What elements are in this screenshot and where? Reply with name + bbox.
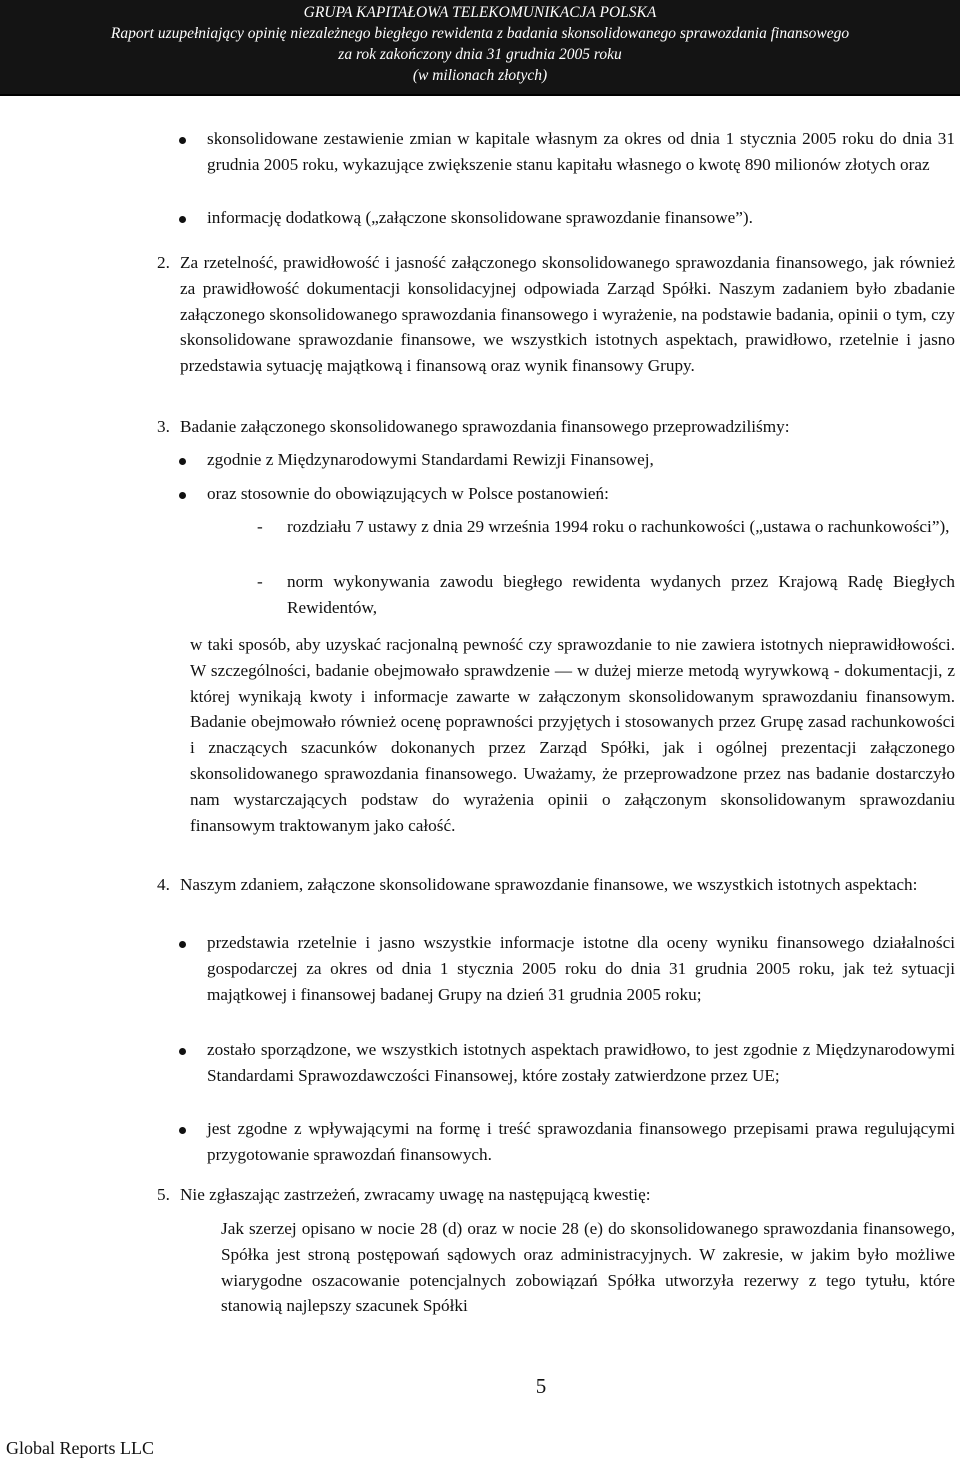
- list-item-fair-presentation: przedstawia rzetelnie i jasno wszystkie informacje istotne dla oceny wyniku finansowego działalności gospodarczej za okres od dnia 1 stycznia 2005 roku do dnia 31 grudnia 2005 roku, jak też sytuacji majątkowej i finansowej badanej Grupy na dzień 31 grudnia 2005 roku;: [207, 933, 955, 1004]
- header-period: za rok zakończony dnia 31 grudnia 2005 roku: [338, 46, 622, 63]
- bullet-icon: [179, 1127, 186, 1134]
- list-item-ifrs-compliance: zostało sporządzone, we wszystkich istotnych aspektach prawidłowo, to jest zgodnie z Międzynarodowymi Standardami Sprawozdawczości Finansowej, które zostały zatwierdzone przez UE;: [207, 1040, 955, 1085]
- list-item-polish-regulations: oraz stosownie do obowiązujących w Polsce postanowień:: [207, 484, 609, 503]
- footer-source: Global Reports LLC: [6, 1438, 154, 1458]
- header-company: GRUPA KAPITAŁOWA TELEKOMUNIKACJA POLSKA: [303, 4, 657, 21]
- section-number-2: 2.: [157, 253, 170, 272]
- bullet-icon: [179, 458, 186, 465]
- bullet-icon: [179, 137, 186, 144]
- list-item-legal-compliance: jest zgodne z wpływającymi na formę i treść sprawozdania finansowego przepisami prawa regulującymi przygotowanie sprawozdań finansowych.: [207, 1119, 955, 1164]
- section-2-text: [180, 250, 955, 379]
- header-units: (w milionach złotych): [412, 67, 548, 84]
- list-item-auditor-standards: norm wykonywania zawodu biegłego rewidenta wydanych przez Krajową Radę Biegłych Rewidentów,: [287, 572, 955, 617]
- section-number-3: 3.: [157, 417, 170, 436]
- list-item-equity-statement: skonsolidowane zestawienie zmian w kapitale własnym za okres od dnia 1 stycznia 2005 roku do dnia 31 grudnia 2005 roku, wykazujące zwiększenie stanu kapitału własnego o kwotę 890 milionów złotych oraz: [207, 129, 955, 174]
- section-5-paragraph: Jak szerzej opisano w nocie 28 (d) oraz w nocie 28 (e) do skonsolidowanego sprawozdania finansowego, Spółka jest stroną postępowań sądowych oraz administracyjnych. W zakresie, w jakim było możliwe wiarygodne oszacowanie potencjalnych zobowiązań Spółka utworzyła rezerwy z tego tytułu, które stanowią najlepszy szacunek Spółki: [221, 1219, 955, 1316]
- list-item-notes: informację dodatkową („załączone skonsolidowane sprawozdanie finansowe”).: [207, 208, 753, 227]
- bullet-icon: [179, 941, 186, 948]
- header-rule: [0, 94, 960, 96]
- bullet-icon: [179, 216, 186, 223]
- list-item-isa: zgodnie z Międzynarodowymi Standardami Rewizji Finansowej,: [207, 450, 654, 469]
- list-item-accounting-act: rozdziału 7 ustawy z dnia 29 września 1994 roku o rachunkowości („ustawa o rachunkowości”),: [287, 517, 950, 536]
- section-5-intro: Nie zgłaszając zastrzeżeń, zwracamy uwagę na następującą kwestię:: [180, 1185, 651, 1204]
- bullet-icon: [179, 1048, 186, 1055]
- section-2-paragraph: Za rzetelność, prawidłowość i jasność załączonego skonsolidowanego sprawozdania finansowego, jak również za prawidłowość dokumentacji konsolidacyjnej odpowiada Zarząd Spółki. Naszym zadaniem było zbadanie załączonego skonsolidowanego sprawozdania finansowego i wyrażenie, na podstawie badania, opinii o tym, czy skonsolidowane sprawozdanie finansowe, we wszystkich istotnych aspektach, prawidłowo, rzetelnie i jasno przedstawia sytuację majątkową i finansową oraz wynik finansowy Grupy.: [180, 253, 955, 376]
- section-3-paragraph: w taki sposób, aby uzyskać racjonalną pewność czy sprawozdanie to nie zawiera istotnych nieprawidłowości. W szczególności, badanie obejmowało sprawdzenie — w dużej mierze metodą wyrywkową - dokumentacji, z której wynikają kwoty i informacje zawarte w załączonym skonsolidowanym sprawozdaniu finansowym. Badanie obejmowało również ocenę poprawności przyjętych i stosowanych przez Grupę zasad rachunkowości i znaczących szacunków dokonanych przez Zarząd Spółki, jak i ogólnej prezentacji załączonego skonsolidowanego sprawozdania finansowego. Uważamy, że przeprowadzone przez nas badanie dostarczyło nam wystarczających podstaw do wyrażenia opinii o załączonym skonsolidowanym sprawozdaniu finansowym traktowanym jako całość.: [190, 635, 956, 835]
- section-4-intro: Naszym zdaniem, załączone skonsolidowane sprawozdanie finansowe, we wszystkich istotnych aspektach:: [180, 875, 918, 894]
- bullet-icon: [179, 492, 186, 499]
- header-report-title: Raport uzupełniający opinię niezależnego biegłego rewidenta z badania skonsolidowanego sprawozdania finansowego: [110, 25, 850, 42]
- dash-marker: -: [257, 517, 263, 536]
- dash-marker: -: [257, 572, 263, 591]
- section-number-4: 4.: [157, 875, 170, 894]
- section-number-5: 5.: [157, 1185, 170, 1204]
- section-3-intro: Badanie załączonego skonsolidowanego sprawozdania finansowego przeprowadziliśmy:: [180, 417, 790, 436]
- report-header: [0, 0, 960, 96]
- page-number: 5: [535, 1374, 547, 1398]
